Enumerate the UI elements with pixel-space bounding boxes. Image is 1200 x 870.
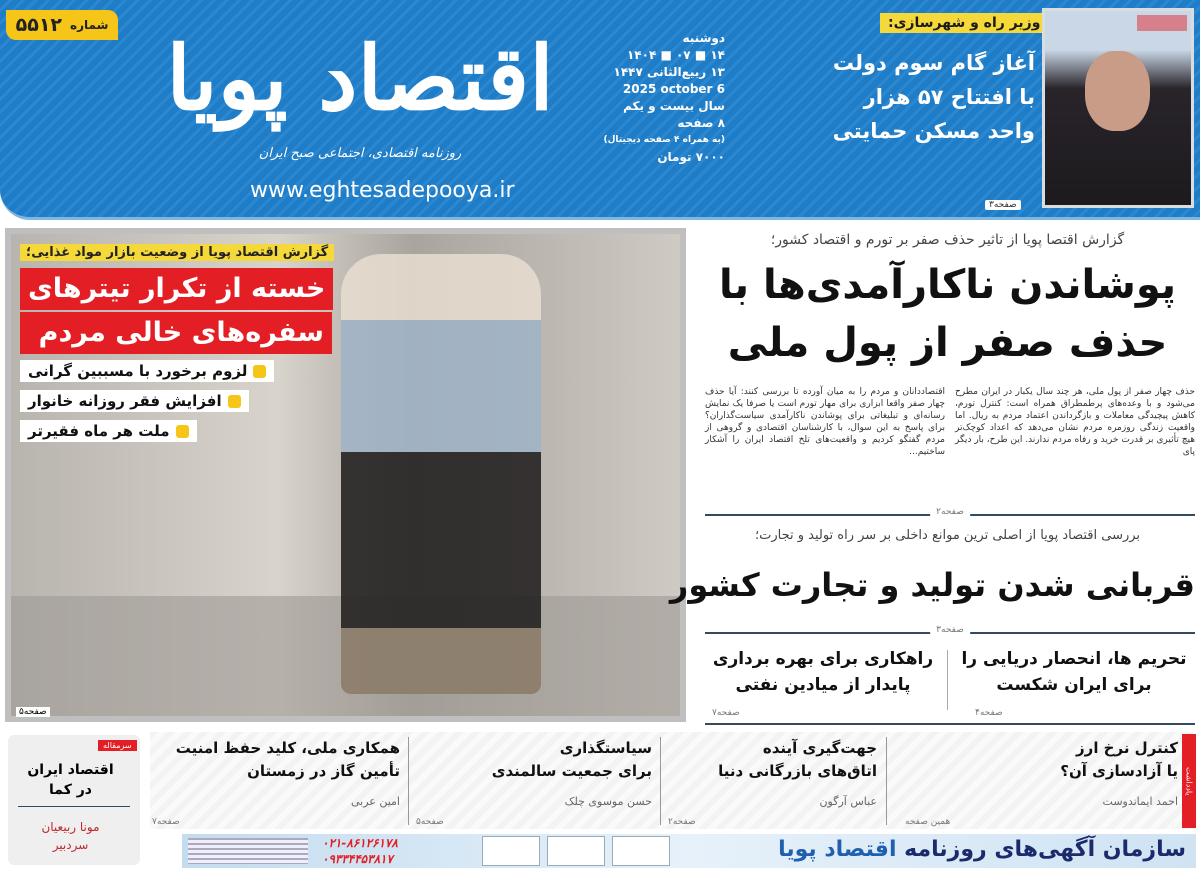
- note-page: صفحه۵: [416, 817, 444, 827]
- bullet-icon: [176, 425, 189, 438]
- editorial-title[interactable]: [8, 760, 133, 800]
- divider: [705, 625, 1195, 635]
- lead-page: صفحه۲: [930, 507, 970, 517]
- gregorian-date: 2025 october 6: [622, 82, 725, 96]
- note-title: برای جمعیت سالمندی: [491, 762, 652, 780]
- weekday: دوشنبه: [682, 31, 725, 45]
- sub-headline[interactable]: راهکاری برای بهره برداری پایدار از میادین نفتی: [712, 649, 934, 695]
- minister-photo: [1042, 8, 1194, 208]
- ad-title-text: سازمان آگهی‌های روزنامه: [904, 837, 1186, 862]
- notes-label: یادداشت: [1182, 734, 1196, 828]
- divider: [408, 737, 409, 825]
- photo-story-kicker: گزارش اقتصاد پویا از وضعیت بازار مواد غذایی؛: [20, 244, 334, 261]
- bullet-text: ملت هر ماه فقیرتر: [28, 422, 170, 440]
- note-title: جهت‌گیری آینده: [762, 739, 877, 757]
- note-title: همکاری ملی، کلید حفظ امنیت: [175, 739, 400, 757]
- digital-pages: (به همراه ۴ صفحه دیجیتال): [603, 135, 725, 145]
- tagline: روزنامه اقتصادی، اجتماعی صبح ایران: [258, 146, 462, 161]
- divider: [705, 723, 1195, 725]
- sub-page: صفحه۷: [712, 708, 740, 718]
- divider: [18, 806, 130, 807]
- ad-phone: ۰۲۱-۸۶۱۲۶۱۷۸: [322, 836, 398, 850]
- editorial-title-line: در کما: [49, 782, 92, 798]
- author-role: سردبیر: [52, 838, 89, 852]
- note-item[interactable]: [960, 737, 1178, 808]
- year: سال بیست و یکم: [623, 99, 725, 113]
- page-count: ۸ صفحه: [677, 116, 725, 130]
- bullet-item: [20, 420, 197, 442]
- issue-badge: [6, 10, 118, 40]
- divider: [947, 650, 948, 710]
- bullet-item: [20, 360, 274, 382]
- editorial-label: سرمقاله: [98, 740, 137, 751]
- note-author: حسن موسوی چلک: [564, 795, 652, 808]
- top-story-page: صفحه۳: [985, 200, 1021, 210]
- ad-title-brand: اقتصاد پویا: [778, 837, 897, 862]
- lead-body-left: اقتصاددانان و مردم را به میان آورده تا بررسی کنند: آیا حذف چهار صفر واقعا ابزاری برای مهار تورم است یا صرفا یک نمایش رسانه‌ای و تبلیغاتی برای پوشاندن ناکارآمدی سیاست‌گذاران؟ برای پاسخ به این سوال، با کارشناسان اقتصادی و گروهی از مردم گفتگو کردیم و واقعیت‌های تلخ اقتصاد ایران را آشکار ساختیم...: [705, 387, 945, 457]
- lead-kicker: گزارش اقتصا پویا از تاثیر حذف صفر بر تورم و اقتصاد کشور؛: [770, 232, 1125, 248]
- sub-page: صفحه۴: [975, 708, 1003, 718]
- note-title: یا آزادسازی آن؟: [1060, 762, 1178, 780]
- note-title: کنترل نرخ ارز: [1076, 739, 1178, 757]
- second-page: صفحه۳: [930, 625, 970, 635]
- divider: [705, 507, 1195, 517]
- issue-label: شماره: [70, 18, 109, 32]
- bullet-text: لزوم برخورد با مسببین گرانی: [28, 362, 248, 380]
- date-block: [600, 30, 725, 166]
- editorial-title-line: اقتصاد ایران: [27, 762, 114, 778]
- sub-headline[interactable]: تحریم ها، انحصار دریایی را برای ایران شکست: [961, 649, 1187, 695]
- ad-title: [778, 837, 1186, 862]
- ad-phones: [322, 835, 398, 867]
- note-title: اتاق‌های بازرگانی دنیا: [718, 762, 877, 780]
- note-author: امین عربی: [350, 795, 400, 808]
- price: ۷۰۰۰ تومان: [657, 150, 725, 164]
- jalali-date: ۱۴ ■ ۰۷ ■ ۱۴۰۴: [626, 48, 725, 62]
- note-item[interactable]: [695, 737, 877, 808]
- divider: [886, 737, 887, 825]
- top-story-headline[interactable]: آغاز گام سوم دولت با افتتاح ۵۷ هزار واحد مسکن حمایتی: [832, 51, 1035, 143]
- ad-banner[interactable]: [182, 834, 1196, 868]
- note-item[interactable]: [170, 737, 400, 808]
- lead-headline[interactable]: پوشاندن ناکارآمدی‌ها با حذف صفر از پول ملی: [719, 262, 1176, 366]
- bullet-text: افزایش فقر روزانه خانوار: [28, 392, 222, 410]
- note-author: احمد ایماندوست: [1102, 795, 1178, 808]
- note-item[interactable]: [440, 737, 652, 808]
- website-link[interactable]: www.eghtesadepooya.ir: [250, 178, 515, 203]
- top-story-kicker: وزیر راه و شهرسازی:: [880, 13, 1048, 33]
- bullet-icon: [253, 365, 266, 378]
- bullet-item: [20, 390, 249, 412]
- note-page: صفحه۲: [668, 817, 696, 827]
- note-title: تأمین گاز در زمستان: [247, 762, 400, 780]
- newspaper-logo: اقتصاد پویا: [166, 26, 554, 130]
- newspaper-stack-image: [188, 838, 308, 864]
- newspaper-thumbnail: [612, 836, 670, 866]
- note-author: عباس آرگون: [819, 795, 877, 808]
- photo-story-headline-2[interactable]: سفره‌های خالی مردم: [20, 312, 332, 354]
- note-title: سیاستگذاری: [559, 739, 652, 757]
- divider: [660, 737, 661, 825]
- hijri-date: ۱۳ ربیع‌الثانی ۱۴۴۷: [613, 65, 725, 79]
- author-name: مونا ربیعیان: [41, 820, 100, 834]
- photo-story-headline-1[interactable]: خسته از تکرار تیترهای: [20, 268, 333, 310]
- bullet-icon: [228, 395, 241, 408]
- ad-phone: ۰۹۳۳۴۴۵۳۸۱۷: [322, 852, 393, 866]
- second-kicker: بررسی اقتصاد پویا از اصلی ترین موانع داخلی بر سر راه تولید و تجارت؛: [754, 528, 1141, 543]
- editorial-author: [8, 818, 133, 854]
- note-page: همین صفحه: [905, 817, 951, 827]
- lead-body-right: حذف چهار صفر از پول ملی، هر چند سال یکبار در ایران مطرح می‌شود و با وعده‌های پرطمطراق همراه است: کنترل تورم، کاهش پیچیدگی معاملات و بازگرداندن اعتماد مردم به ریال. اما واقعیت زندگی روزمره مردم نشان می‌دهد که اعداد کوچک‌تر هیچ تأثیری بر قدرت خرید و رفاه مردم ندارند. این طرح، بار دیگر پای: [955, 387, 1195, 457]
- note-page: صفحه۷: [152, 817, 180, 827]
- newspaper-thumbnail: [547, 836, 605, 866]
- newspaper-thumbnail: [482, 836, 540, 866]
- photo-story-page: صفحه۵: [16, 707, 50, 717]
- second-headline[interactable]: قربانی شدن تولید و تجارت کشور: [669, 566, 1195, 604]
- issue-number: ۵۵۱۲: [15, 14, 63, 36]
